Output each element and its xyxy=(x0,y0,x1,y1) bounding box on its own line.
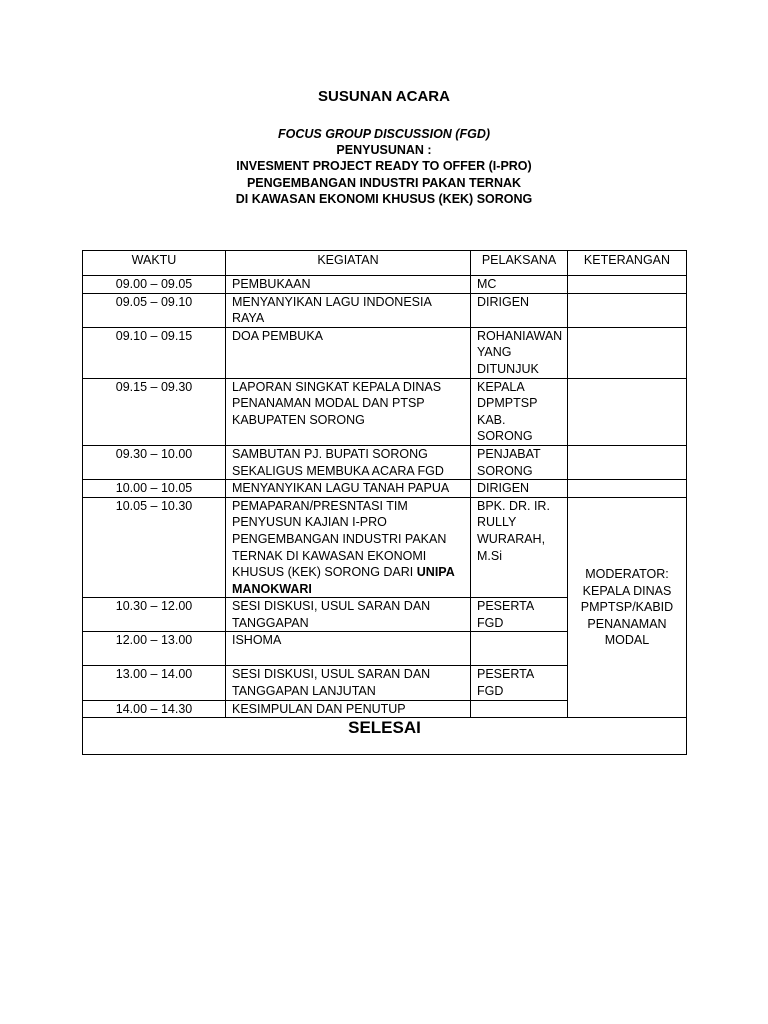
kegiatan-text: PEMAPARAN/PRESNTASI TIM PENYUSUN KAJIAN I-PRO PENGEMBANGAN INDUSTRI PAKAN TERNAK DI KAWASAN EKONOMI KHUSUS (KEK) SORONG DARI xyxy=(232,498,447,580)
cell-pelaksana: MC xyxy=(471,276,568,294)
subtitle-fgd: FOCUS GROUP DISCUSSION (FGD) xyxy=(277,127,491,141)
cell-keterangan xyxy=(568,378,687,445)
cell-waktu: 09.15 – 09.30 xyxy=(83,378,226,445)
header-waktu: WAKTU xyxy=(83,251,226,276)
cell-keterangan xyxy=(568,445,687,479)
cell-kegiatan: MENYANYIKAN LAGU INDONESIA RAYA xyxy=(226,293,471,327)
cell-keterangan xyxy=(568,327,687,378)
cell-waktu: 13.00 – 14.00 xyxy=(83,666,226,700)
agenda-table xyxy=(82,250,687,755)
cell-pelaksana xyxy=(471,632,568,666)
cell-keterangan xyxy=(568,293,687,327)
cell-kegiatan: KESIMPULAN DAN PENUTUP xyxy=(226,700,471,718)
cell-waktu: 09.05 – 09.10 xyxy=(83,293,226,327)
cell-kegiatan: SESI DISKUSI, USUL SARAN DAN TANGGAPAN xyxy=(226,598,471,632)
subtitle-penyusunan: PENYUSUNAN : xyxy=(336,143,432,157)
cell-pelaksana: KEPALA DPMPTSP KAB. SORONG xyxy=(471,378,568,445)
subtitle-industri: PENGEMBANGAN INDUSTRI PAKAN TERNAK xyxy=(246,176,522,190)
table-row xyxy=(83,480,687,498)
cell-waktu: 10.05 – 10.30 xyxy=(83,497,226,598)
cell-waktu: 12.00 – 13.00 xyxy=(83,632,226,666)
cell-pelaksana: DIRIGEN xyxy=(471,480,568,498)
cell-waktu: 09.30 – 10.00 xyxy=(83,445,226,479)
cell-kegiatan xyxy=(226,497,471,598)
cell-waktu: 09.10 – 09.15 xyxy=(83,327,226,378)
cell-kegiatan: DOA PEMBUKA xyxy=(226,327,471,378)
cell-kegiatan: PEMBUKAAN xyxy=(226,276,471,294)
cell-pelaksana: ROHANIAWAN YANG DITUNJUK xyxy=(471,327,568,378)
table-row xyxy=(83,497,687,598)
selesai-label: SELESAI xyxy=(83,718,687,755)
cell-pelaksana xyxy=(471,700,568,718)
table-row xyxy=(83,327,687,378)
cell-pelaksana: PESERTA FGD xyxy=(471,598,568,632)
cell-kegiatan: SESI DISKUSI, USUL SARAN DAN TANGGAPAN LANJUTAN xyxy=(226,666,471,700)
table-header-row xyxy=(83,251,687,276)
kegiatan-bold-org: UNIPA MANOKWARI xyxy=(232,565,455,596)
cell-waktu: 10.00 – 10.05 xyxy=(83,480,226,498)
cell-waktu: 14.00 – 14.30 xyxy=(83,700,226,718)
subtitle-kawasan: DI KAWASAN EKONOMI KHUSUS (KEK) SORONG xyxy=(235,192,533,206)
table-row xyxy=(83,445,687,479)
cell-kegiatan: SAMBUTAN PJ. BUPATI SORONG SEKALIGUS MEMBUKA ACARA FGD xyxy=(226,445,471,479)
cell-pelaksana: BPK. DR. IR. RULLY WURARAH, M.Si xyxy=(471,497,568,598)
cell-keterangan xyxy=(568,480,687,498)
document-title: SUSUNAN ACARA xyxy=(318,88,450,105)
table-row xyxy=(83,276,687,294)
table-footer-row xyxy=(83,718,687,755)
cell-pelaksana: PENJABAT SORONG xyxy=(471,445,568,479)
header-keterangan: KETERANGAN xyxy=(568,251,687,276)
cell-keterangan-moderator: MODERATOR: KEPALA DINAS PMPTSP/KABID PENANAMAN MODAL xyxy=(568,497,687,718)
cell-kegiatan: ISHOMA xyxy=(226,632,471,666)
header-kegiatan: KEGIATAN xyxy=(226,251,471,276)
cell-pelaksana: PESERTA FGD xyxy=(471,666,568,700)
cell-pelaksana: DIRIGEN xyxy=(471,293,568,327)
table-row xyxy=(83,378,687,445)
cell-keterangan xyxy=(568,276,687,294)
cell-kegiatan: LAPORAN SINGKAT KEPALA DINAS PENANAMAN MODAL DAN PTSP KABUPATEN SORONG xyxy=(226,378,471,445)
table-row xyxy=(83,293,687,327)
header-pelaksana: PELAKSANA xyxy=(471,251,568,276)
cell-waktu: 10.30 – 12.00 xyxy=(83,598,226,632)
subtitle-ipro: INVESMENT PROJECT READY TO OFFER (I-PRO) xyxy=(236,159,532,173)
cell-kegiatan: MENYANYIKAN LAGU TANAH PAPUA xyxy=(226,480,471,498)
cell-waktu: 09.00 – 09.05 xyxy=(83,276,226,294)
